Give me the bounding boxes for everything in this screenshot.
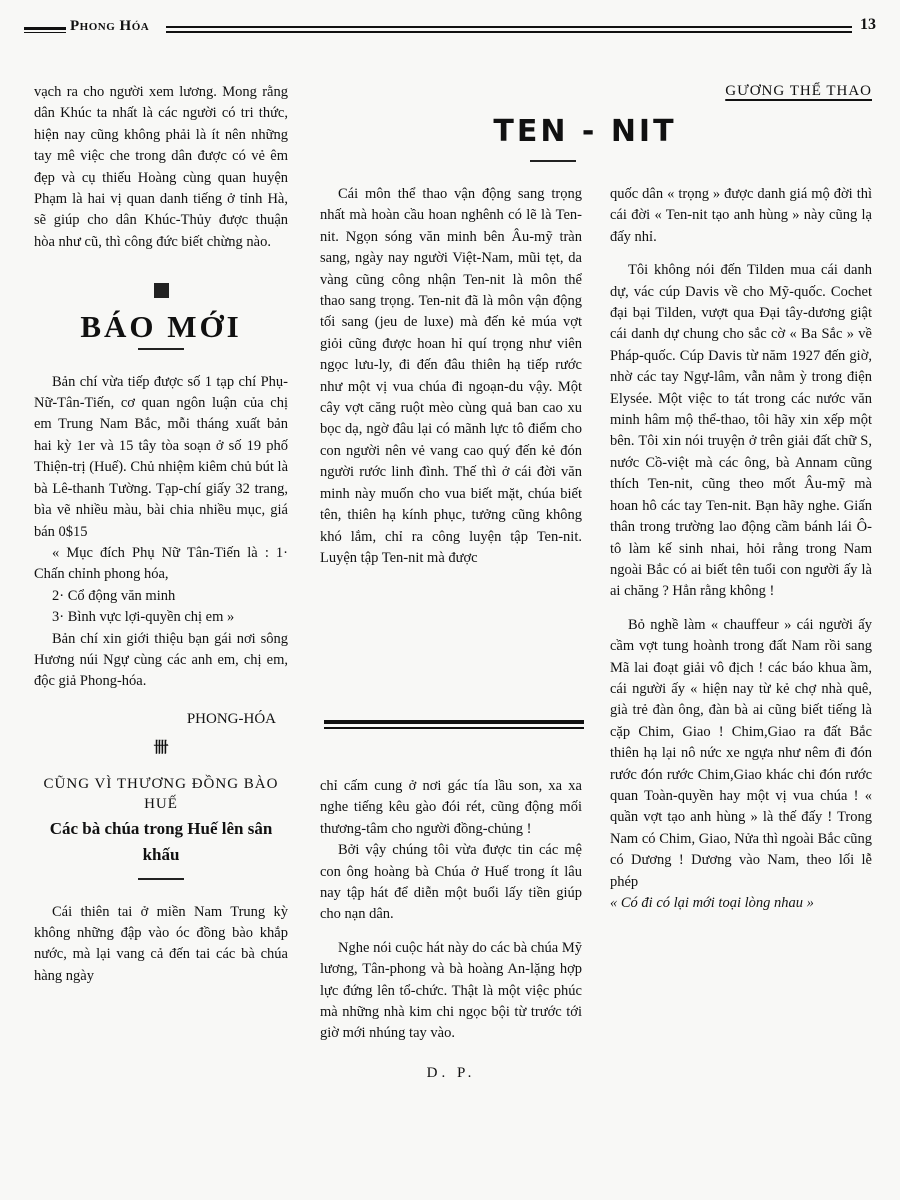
column-2	[320, 184, 582, 569]
hue-kicker: CŨNG VÌ THƯƠNG ĐỒNG BÀO HUẾ	[43, 775, 279, 812]
section-square-ornament	[154, 283, 169, 298]
bao-moi-paragraph: « Mục đích Phụ Nữ Tân-Tiến là : 1· Chấn chỉnh phong hóa,	[34, 544, 288, 583]
column-3	[610, 184, 872, 914]
hue-signature: D. P.	[426, 1064, 476, 1081]
tennis-paragraph: quốc dân « trọng » được danh giá mộ đời thì cái đời « Ten-nit tạo anh hùng » này cũng lạ đấy nhỉ.	[610, 186, 872, 245]
hue-paragraph: chỉ cấm cung ở nơi gác tía lầu son, xa xa nghe tiếng kêu gào đói rét, cũng động mối thương-tâm cho người đồng-chủng !	[320, 778, 582, 837]
heading-rule	[138, 878, 184, 880]
title-rule	[530, 160, 576, 162]
hue-paragraph: Nghe nói cuộc hát này do các bà chúa Mỹ lương, Tân-phong và bà hoàng An-lặng hợp lực đứng lên tổ-chức. Thật là một việc phúc mà những nhà kim chi ngọc bội từ trước tới giờ mới nhúng tay vào.	[320, 939, 582, 1042]
column-1	[34, 82, 288, 987]
header-rule-left	[24, 27, 66, 33]
divider-thin-line	[324, 727, 584, 729]
tennis-article-title: TEN - NIT	[493, 114, 677, 149]
heading-rule	[138, 348, 184, 350]
page-number: 13	[860, 16, 876, 33]
bao-moi-list-item: 2· Cổ động văn minh	[52, 587, 176, 604]
masthead: Phong Hóa	[70, 18, 150, 34]
divider-thick-line	[324, 720, 584, 724]
section-tag: GƯƠNG THỂ THAO	[725, 83, 872, 99]
bao-moi-heading: BÁO MỚI	[80, 309, 242, 345]
hue-article-title: Các bà chúa trong Huế lên sân khấu	[49, 818, 273, 864]
page-header	[24, 18, 876, 38]
tennis-quote: « Có đi có lại mới toại lòng nhau »	[610, 895, 814, 911]
bao-moi-paragraph: Bản chí xin giới thiệu bạn gái nơi sông Hương núi Ngự cùng các anh em, chị em, độc giả Phong-hóa.	[34, 630, 288, 690]
ornament-icon: 卌	[153, 740, 169, 757]
double-rule-divider	[324, 720, 584, 729]
bao-moi-signature: PHONG-HÓA	[186, 710, 276, 727]
bao-moi-list-item: 3· Bình vực lợi-quyền chị em »	[52, 609, 235, 626]
hue-paragraph: Bởi vậy chúng tôi vừa được tin các mệ con ông hoàng bà Chúa ở Huế trong ít lâu nay tập hát để diễn một buổi lấy tiền giúp cho nạn dân.	[320, 842, 582, 923]
tennis-paragraph: Bỏ nghề làm « chauffeur » cái người ấy cầm vợt tung hoành trong đất Nam rồi sang Mã lai đoạt giải vô địch ! các báo khua ầm, cái người ấy « hiện nay từ kẻ chợ nhà quê, già trẻ đàn ông, đàn bà ai cũng biết tiếng là cặp Chim, Giao ! Chim,Giao ra đất Bắc thiên hạ lại nô nức xe ngựa như nêm đi đón rước đón rước Chim,Giao khác chi đón rước quan Toàn-quyền hay một vị vua chúa ! « quần vợt tạo anh hùng » là thế đấy ! Trong Nam có Chim, Giao, Nửa thì ngoài Bắc cũng có Dương ! Dương vào Nam, theo lối lễ phép	[610, 616, 872, 890]
tennis-paragraph: Cái môn thể thao vận động sang trọng nhất mà hoàn cầu hoan nghênh có lẽ là Ten-nit. Ngọn sóng văn minh bên Âu-mỹ tràn sang, ngày nay người Việt-Nam, mũi tẹt, da vàng cũng công nhận Ten-nit là môn thể thao sang trọng. Ten-nit đã là môn vận động tối sang (jeu de luxe) mà đến kẻ múa vợt giỏi cũng được hoan hỉ quí trọng như viên ngọc lưu-ly, đi đến đâu thiên hạ tiếp rước như một vị vua chúa đi ngoạn-du vậy. Một cây vợt căng ruột mèo cùng quả ban cao xu bọc dạ, ngờ đâu lại có mãnh lực tô điểm cho con người nên vẻ vang cao quý đến kẻ đón người rước linh đình. Thế thì ở cái đời văn minh này muốn cho vua biết mặt, chúa biết tên, thiên hạ kính phục, tưởng cũng không khó lắm, chỉ ra công luyện tập Ten-nit. Luyện tập Ten-nit mà được	[320, 186, 582, 566]
hue-article-continued	[320, 776, 582, 1084]
hue-paragraph: Cái thiên tai ở miền Nam Trung kỳ không những đập vào óc đồng bào khắp nước, mà lại vang cả đến tai các bà chúa hàng ngày	[34, 903, 288, 984]
tennis-paragraph: Tôi không nói đến Tilden mua cái danh dự, vác cúp Davis về cho Mỹ-quốc. Cochet đại bại Tilden, vượt qua Đại tây-dương giật cái danh dự chung cho sắc cờ « Ba Sắc » về Pháp-quốc. Cúp Davis từ năm 1927 đến giờ, nhờ các tay Ngự-lâm, vẫn nằm ỳ trong điện Elysée. Một việc to tát trong các nước văn minh hâm mộ thể-thao, tôi hãy xin xếp một bên. Tôi xin nói truyện ở trên giải đất chữ S, nước Cồ-việt mà các ông, bà Annam cũng thích Ten-nit, cũng theo mốt Âu-mỹ mà hoan hô các tay Ten-nit. Bạn hãy nghe. Giấn thân trong trường lao động cầm bánh lái Ô-tô làm kế sinh nhai, hỏi rằng trong Nam ngoài Bắc có ai biết tên tuổi con người ấy là ai chăng ? Hẳn rằng không !	[610, 262, 872, 600]
bao-moi-paragraph: Bản chí vừa tiếp được số 1 tạp chí Phụ-Nữ-Tân-Tiến, cơ quan ngôn luận của chị em Trung Nam Bắc, mỗi tháng xuất bản hai kỳ 1er và 15 tây tòa soạn ở số 19 phố Thiện-trị (Huế). Chủ nhiệm kiêm chủ bút là bà Lê-thanh Tường. Tạp-chí giấy 32 trang, bìa vẽ nhiều màu, bài chia nhiều mục, giá bán 0$15	[34, 373, 288, 540]
article-continuation: vạch ra cho người xem lương. Mong rằng dân Khúc ta nhất là các người có tri thức, hiện nay cũng không phải là ít nên những tay mê việc che trong dân được có vẻ êm đẹp và cụ thiếu Hoàng cùng quan huyện Phạm là hai vị quan danh tiếng ở tỉnh Hà, sẽ giúp cho dân Khúc-Thủy được thuận hòa như cũ, thì công đức biết chừng nào.	[34, 84, 288, 250]
header-rule-right	[166, 26, 852, 33]
